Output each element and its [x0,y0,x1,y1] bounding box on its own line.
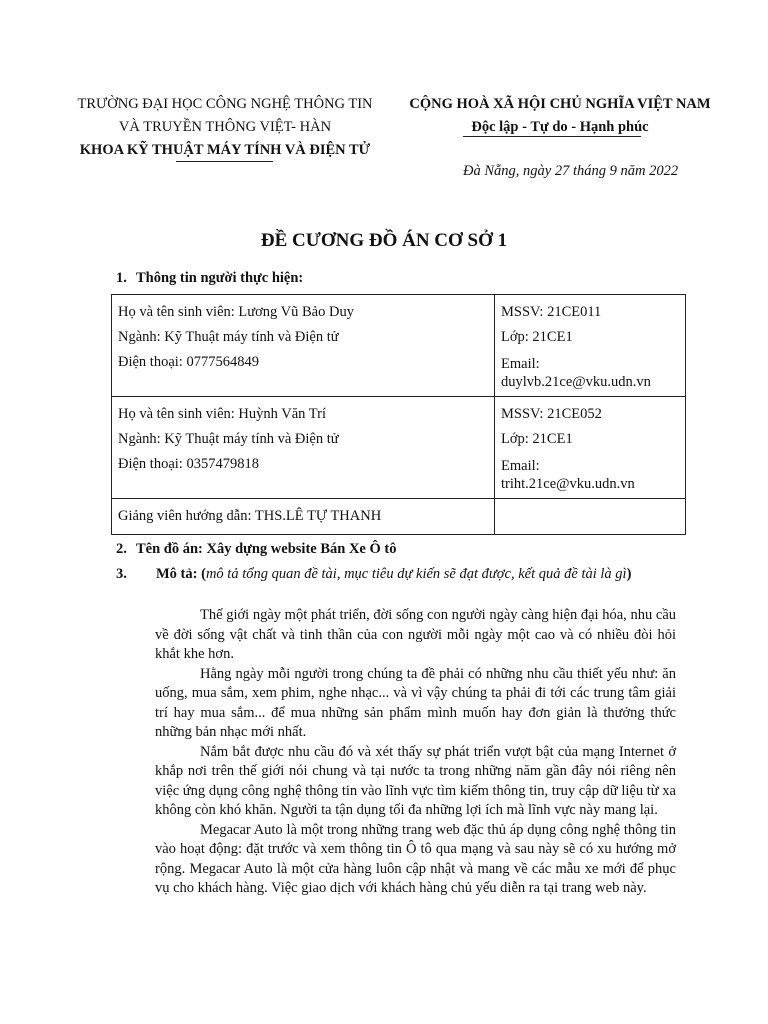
section-3-note-close: ) [626,566,632,582]
student-1-name: Họ và tên sinh viên: Lương Vũ Bảo Duy [118,304,354,320]
student-1-class: Lớp: 21CE1 [501,329,573,345]
student-2-cell [112,397,495,499]
student-2-email: triht.21ce@vku.udn.vn [501,476,635,492]
institution-header [60,93,390,162]
student-2-major: Ngành: Kỹ Thuật máy tính và Điện tử [118,431,339,447]
section-1-label: Thông tin người thực hiện: [136,270,304,286]
description-body [155,606,676,899]
paragraph-3: Nắm bắt được nhu cầu đó và xét thấy sự phát triển vượt bật của mạng Internet ở khắp nơi trên thế giới nói chung và tại nước ta trong những năm gần đây nói riêng nên việc ứng dụng công nghệ thông tin vào lĩnh vực tìm kiếm thông tin, truy cập dữ liệu từ xa không còn khó khăn. Người ta tận dụng tối đa những lợi ích mà lĩnh vực này mang lại. [155,743,676,818]
country-name: CỘNG HOÀ XÃ HỘI CHỦ NGHĨA VIỆT NAM [409,96,711,112]
student-1-email-label: Email: [501,356,540,372]
student-1-phone: Điện thoại: 0777564849 [118,354,259,370]
section-2-heading [116,541,397,558]
student-1-mssv: MSSV: 21CE011 [501,304,602,320]
student-2-name: Họ và tên sinh viên: Huỳnh Văn Trí [118,406,326,422]
student-2-id-cell [495,397,686,499]
faculty-underline [176,161,273,162]
student-2-email-block [501,457,679,493]
section-3-number: 3. [116,566,127,582]
document-date: Đà Nẵng, ngày 27 tháng 9 năm 2022 [463,163,679,179]
university-name-line2: VÀ TRUYỀN THÔNG VIỆT- HÀN [118,119,332,135]
university-name: TRƯỜNG ĐẠI HỌC CÔNG NGHỆ THÔNG TIN [77,96,373,112]
student-info-table [111,294,686,535]
table-row [112,295,686,397]
advisor-name: Giảng viên hướng dẫn: THS.LÊ TỰ THANH [118,508,382,524]
section-2-number: 2. [116,541,127,557]
section-3-note-open: ( [201,566,206,582]
student-1-id-cell [495,295,686,397]
advisor-cell [112,499,495,535]
student-2-email-label: Email: [501,458,540,474]
paragraph-4: Megacar Auto là một trong những trang web đặc thủ áp dụng công nghệ thông tin vào hoạt động: đặt trước và xem thông tin Ô tô qua mạng và sau này sẽ có xu hướng mở rộng. Megacar Auto là một cửa hàng luôn cập nhật và mang về các mẫu xe mới để phục vụ cho khách hàng. Việc giao dịch với khách hàng chủ yếu diễn ra tại trang web này. [155,821,676,896]
faculty-name: KHOA KỸ THUẬT MÁY TÍNH VÀ ĐIỆN TỬ [79,142,371,158]
section-1-number: 1. [116,270,127,286]
section-3-heading [116,565,676,584]
section-3-label: Mô tả: [156,566,198,582]
student-2-class: Lớp: 21CE1 [501,431,573,447]
section-3-note: mô tả tổng quan đề tài, mục tiêu dự kiến sẽ đạt được, kết quả đề tài là gì [205,566,627,582]
paragraph-2: Hằng ngày mỗi người trong chúng ta đề phải có những nhu cầu thiết yếu như: ăn uống, mua sắm, xem phim, nghe nhạc... và vì vậy chúng ta phải đi tới các trung tâm giải trí hay mua sắm... để mua những sản phẩm mình muốn hay đơn giản là thưởng thức những bản nhạc mới nhất. [155,665,676,740]
paragraph-1: Thế giới ngày một phát triển, đời sống con người ngày càng hiện đại hóa, nhu cầu về đời sống vật chất và tinh thần của con người mỗi ngày một cao và có nhiều đòi hỏi khắt khe hơn. [155,607,676,662]
table-row [112,397,686,499]
section-1-heading [116,270,304,287]
section-2-label: Tên đồ án: Xây dựng website Bán Xe Ô tô [136,541,397,557]
motto-underline [463,136,641,137]
advisor-empty-cell [495,499,686,535]
motto: Độc lập - Tự do - Hạnh phúc [471,119,649,135]
student-1-email-block [501,355,679,391]
student-1-major: Ngành: Kỹ Thuật máy tính và Điện tử [118,329,339,345]
student-2-mssv: MSSV: 21CE052 [501,406,602,422]
student-1-cell [112,295,495,397]
table-row [112,499,686,535]
document-title: ĐỀ CƯƠNG ĐỒ ÁN CƠ SỞ 1 [260,230,508,251]
student-2-phone: Điện thoại: 0357479818 [118,456,259,472]
student-1-email: duylvb.21ce@vku.udn.vn [501,374,651,390]
national-header [395,93,725,139]
